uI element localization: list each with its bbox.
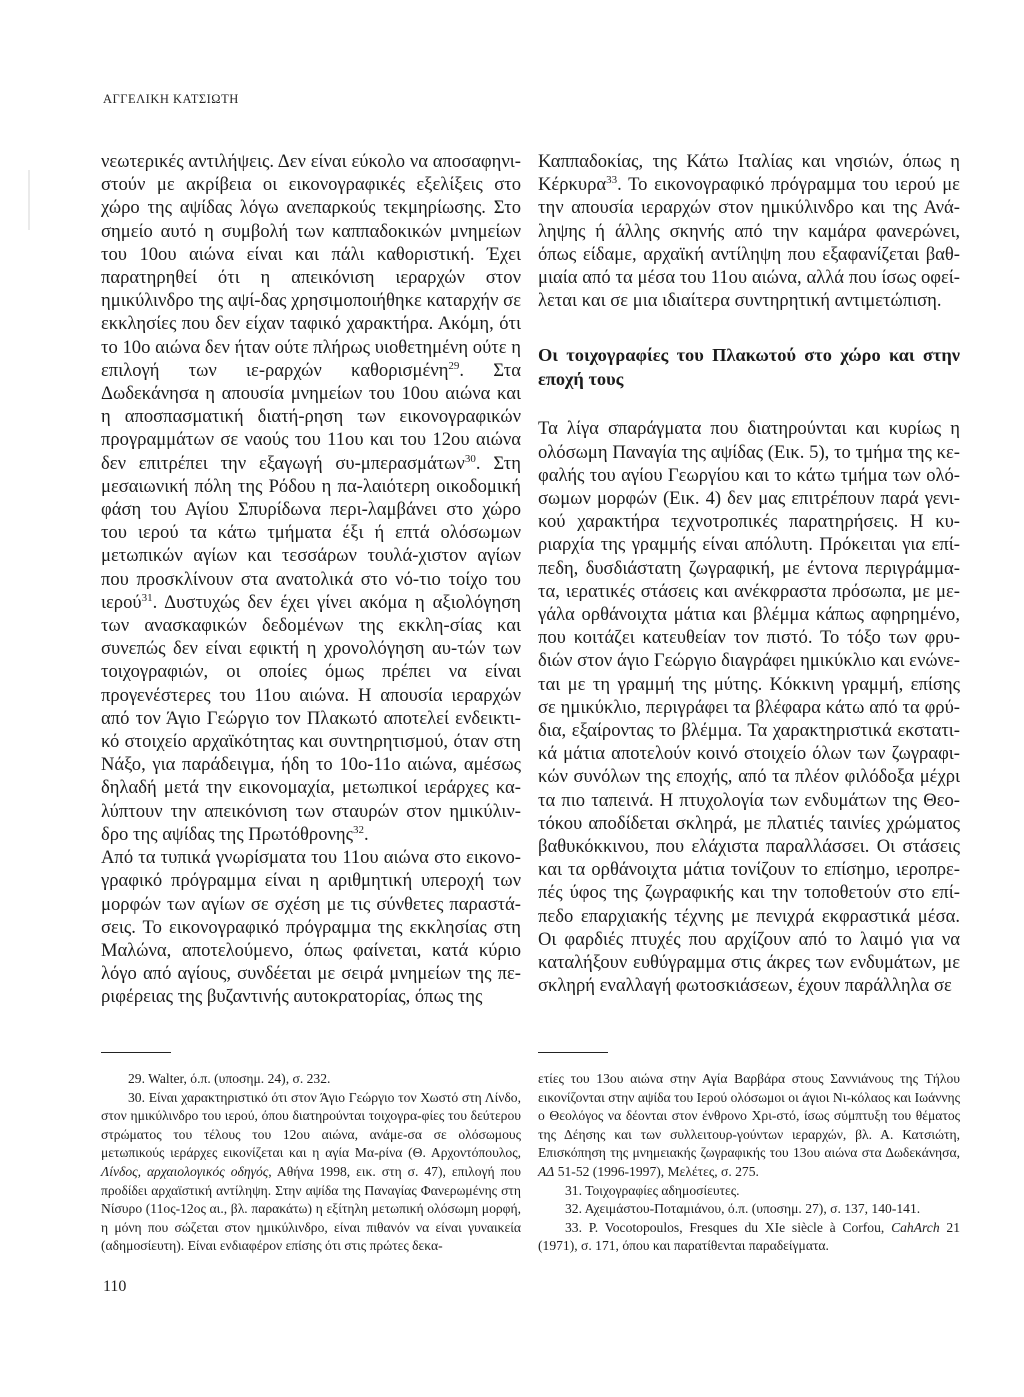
footnote-rule-left xyxy=(101,1052,171,1053)
footnote-ref-30[interactable]: 30 xyxy=(464,452,476,465)
left-paragraph-2: Από τα τυπικά γνωρίσματα του 11ου αιώνα στο εικονο-γραφικό πρόγραμμα είναι η αριθμητική υπεροχή των μορφών των αγίων σε σχέση με τις σύνθετες παραστά-σεις. Το εικονογραφικό πρόγραμμα της εκκλησίας στη Μαλώνα, αποτελούμενο, όπως φαίνεται, κατά κύριο λόγο από αγίους, συνδέεται με σειρά μνημείων της πε-ριφέρειας της βυζαντινής αυτοκρατορίας, όπως της xyxy=(101,847,521,1008)
footnotes-left xyxy=(101,1070,521,1256)
footnote-ref-31[interactable]: 31 xyxy=(141,591,153,604)
text-span: . Το εικονογραφικό πρόγραμμα του ιερού με την απουσία ιεραρχών στον ημικύλινδρο και της Ανά-ληψης ή άλλης σκηνής από την καμάρα φανερώνει, όπως είδαμε, αρχαϊκή αντίληψη που εξαφανίζεται βαθ-μιαία από τα μέσα του 11ου αιώνα, αλλά που ίσως οφεί-λεται και σε μια ιδιαίτερα συντηρητική αντιμετώπιση. xyxy=(538,174,960,312)
footnote-33 xyxy=(538,1219,960,1256)
text-span: νεωτερικές αντιλήψεις. Δεν είναι εύκολο να αποσαφηνι-στούν με ακρίβεια οι εικονογραφικές εξελίξεις στο χώρο της αψίδας λόγω ανεπαρκούς τεκμηρίωσης. Στο σημείο αυτό η συμβολή των καππαδοκικών μνημείων του 10ου αιώνα είναι και πάλι καθοριστική. Έχει παρατηρηθεί ότι η απεικόνιση ιεραρχών στον ημικύλινδρο της αψί-δας χρησιμοποιήθηκε καταρχήν σε εκκλησίες που δεν είχαν ταφικό χαρακτήρα. Ακόμη, ότι το 10ο αιώνα δεν ήταν ούτε πλήρως υιοθετημένη ούτε η επιλογή των ιε-ραρχών καθορισμένη xyxy=(101,151,521,381)
right-paragraph-2: Τα λίγα σπαράγματα που διατηρούνται και κυρίως η ολόσωμη Παναγία της αψίδας (Εικ. 5), το τμήμα της κε-φαλής του αγίου Γεωργίου και το κάτω τμήμα των ολό-σωμων μορφών (Εικ. 4) δεν μας επιτρέπουν παρά γενι-κού χαρακτήρα τεχνοτροπικές παρατηρήσεις. Η κυ-ριαρχία της γραμμής είναι απόλυτη. Πρόκειται για επί-πεδη, δυσδιάστατη ζωγραφική, με έντονα περιγράμμα-τα, ιερατικές στάσεις και ανέκφραστα πρόσωπα, με με-γάλα ορθάνοιχτα μάτια και βλέμμα κάπως αφηρημένο, που κοιτάζει κατευθείαν τον πιστό. Το τόξο των φρυ-διών στον άγιο Γεώργιο διαγράφει ημικύκλιο και ενώνε-ται με τη γραμμή της μύτης. Κόκκινη γραμμή, επίσης σε ημικύκλιο, περιγράφει τα βλέφαρα κάτω από τα φρύ-δια, εξαίροντας το βλέμμα. Τα χαρακτηριστικά εκστατι-κά μάτια αποτελούν κοινό στοιχείο όλων των ζωγραφι-κών συνόλων της εποχής, από τα πλέον φιλόδοξα μέχρι τα πιο ταπεινά. Η πτυχολογία των ενδυμάτων της Θεο-τόκου αποδίδεται σκληρά, με πλατιές ταινίες χρώματος βαθυκόκκινου, που ελάχιστα παραλλάσσει. Οι στάσεις και τα ορθάνοιχτα μάτια τονίζουν το επίσημο, ιεροπρε-πές ύφος της ζωγραφικής και την τοποθετούν στο επί-πεδο επαρχιακής τέχνης με πενιχρά εκφραστικά μέσα. Οι φαρδιές πτυχές που αρχίζουν από το λαιμό για να καταλήξουν ευθύγραμμα στις άκρες των ενδυμάτων, με σκληρή εναλλαγή φωτοσκιάσεων, έχουν παράλληλα σε xyxy=(538,418,960,997)
footnote-29: 29. Walter, ό.π. (υποσημ. 24), σ. 232. xyxy=(128,1071,331,1086)
footnotes-right xyxy=(538,1070,960,1256)
text-span: 51-52 (1996-1997), Μελέτες, σ. 275. xyxy=(554,1163,759,1179)
book-title: Λίνδος, αρχαιολογικός οδηγός xyxy=(101,1163,269,1179)
text-span: Καππαδοκίας, της Κάτω Ιταλίας και νησιών, όπως η Κέρκυρα xyxy=(538,151,960,196)
text-span: . xyxy=(364,823,369,845)
running-head: ΑΓΓΕΛΙΚΗ ΚΑΤΣΙΩΤΗ xyxy=(103,92,239,106)
left-paragraph-1 xyxy=(101,150,521,846)
text-span: 33. P. Vocotopoulos, Fresques du XIe siècle à Corfou, xyxy=(565,1219,892,1235)
text-span: , Αθήνα 1998, εικ. στη σ. 47), επιλογή που προδίδει αρχαϊστική αντίληψη. Στην αψίδα της Παναγίας Φανερωμένης στη Νίσυρο (11ος-12ος αι., βλ. παρακάτω) η εξίτηλη μετωπική ολόσωμη μορφή, η μόνη που σώζεται στον ημικύλινδρο, είναι πιθανόν να είναι γυναικεία (αδημοσίευτη). Είναι ενδιαφέρον επίσης ότι στις πρώτες δεκα- xyxy=(101,1163,521,1254)
text-span: . Στα Δωδεκάνησα η απουσία μνημείων του 10ου αιώνα και η αποσπασματική διατή-ρηση των εικονογραφικών προγραμμάτων σε ναούς του 11ου και του 12ου αιώνα δεν επιτρέπει την εξαγωγή συ-μπερασμάτων xyxy=(101,359,522,474)
journal-title: CahArch xyxy=(891,1219,940,1235)
footnote-ref-33[interactable]: 33 xyxy=(606,174,618,187)
right-paragraph-1 xyxy=(538,150,960,312)
scan-margin-mark xyxy=(28,170,30,230)
footnote-30 xyxy=(101,1089,521,1256)
left-column xyxy=(101,150,521,1009)
page-number: 110 xyxy=(103,1278,127,1295)
footnote-30-continued xyxy=(538,1070,960,1182)
text-span: 30. Είναι χαρακτηριστικό ότι στον Άγιο Γεώργιο τον Χωστό στη Λίνδο, στον ημικύλινδρο του ιερού, όπου διατηρούνται τοιχογρα-φίες του δεύτερου στρώματος του τέλους του 12ου αιώνα, ανάμε-σα σε ολόσωμους μετωπικούς ιεράρχες εικονίζεται και η αγία Μα-ρίνα (Θ. Αρχοντόπουλος, xyxy=(101,1089,521,1161)
footnote-rule-right xyxy=(538,1052,608,1053)
footnote-31: 31. Τοιχογραφίες αδημοσίευτες. xyxy=(565,1182,740,1198)
journal-title: ΑΔ xyxy=(538,1163,555,1179)
footnote-ref-29[interactable]: 29 xyxy=(448,359,460,372)
right-column xyxy=(538,150,960,998)
text-span: 21 (1971), σ. 171, όπου και παρατίθενται παραδείγματα. xyxy=(538,1219,960,1254)
footnote-32: 32. Αχειμάστου-Ποταμιάνου, ό.π. (υποσημ. 27), σ. 137, 140-141. xyxy=(565,1201,921,1217)
section-heading: Οι τοιχογραφίες του Πλακωτού στο χώρο και στην εποχή τους xyxy=(538,345,960,389)
text-span: . Δυστυχώς δεν έχει γίνει ακόμα η αξιολόγηση των ανασκαφικών δεδομένων της εκκλη-σίας και συνεπώς δεν είναι εφικτή η χρονολόγηση αυ-τών των τοιχογραφιών, οι οποίες όμως πρέπει να είναι προγενέστερες του 11ου αιώνα. Η απουσία ιεραρχών από τον Άγιο Γεώργιο τον Πλακωτό αποτελεί ενδεικτι-κό στοιχείο αρχαϊκότητας και συντηρητισμού, όταν στη Νάξο, για παράδειγμα, ήδη το 10ο-11ο αιώνα, αμέσως δηλαδή μετά την εικονομαχία, μετωπικοί ιεράρχες κα-λύπτουν την απεικόνιση των σταυρών στον ημικύλιν-δρο της αψίδας της Πρωτόθρονης xyxy=(101,591,521,845)
text-span: . Στη μεσαιωνική πόλη της Ρόδου η πα-λαιότερη οικοδομική φάση του Αγίου Σπυρίδωνα περι-λαμβάνει στο χώρο του ιερού τα κάτω τμήματα έξι ή επτά ολόσωμων μετωπικών αγίων και τεσσάρων τουλά-χιστον αγίων που προσκλίνουν στα ανατολικά στο νό-τιο τοίχο του ιερού xyxy=(101,452,521,613)
footnote-ref-32[interactable]: 32 xyxy=(353,823,364,836)
text-span: ετίες του 13ου αιώνα στην Αγία Βαρβάρα στους Σαννιάνους της Τήλου εικονίζονται στην αψίδα του Ιερού ολόσωμοι οι άγιοι Νι-κόλαος και Ιωάννης ο Θεολόγος να δέονται στον ένθρονο Χρι-στό, ίσως σύμπτυξη του θέματος της Δέησης και των συλλειτουρ-γούντων ιεραρχών, βλ. Α. Κατσιώτη, Επισκόπηση της μνημειακής ζωγραφικής του 13ου αιώνα στα Δωδεκάνησα, xyxy=(538,1071,960,1161)
